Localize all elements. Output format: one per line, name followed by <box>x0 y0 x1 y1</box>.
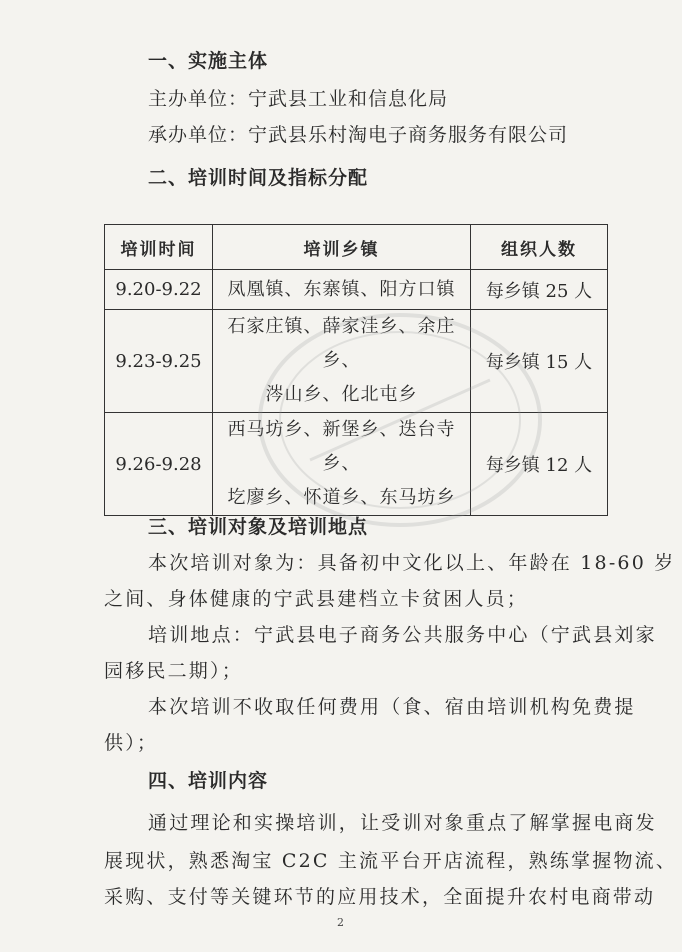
header-count: 组织人数 <box>471 225 608 270</box>
paragraph-line: 之间、身体健康的宁武县建档立卡贫困人员； <box>104 588 529 610</box>
row-towns <box>213 413 471 516</box>
section-2-title: 二、培训时间及指标分配 <box>148 167 369 189</box>
row-time: 9.26-9.28 <box>105 413 213 516</box>
organizer-line: 主办单位：宁武县工业和信息化局 <box>148 88 449 110</box>
paragraph-line: 本次培训不收取任何费用（食、宿由培训机构免费提 <box>148 696 636 718</box>
page-number: 2 <box>337 916 344 929</box>
table-row <box>105 310 608 413</box>
paragraph-line: 培训地点：宁武县电子商务公共服务中心（宁武县刘家 <box>148 624 657 646</box>
paragraph-line: 通过理论和实操培训，让受训对象重点了解掌握电商发 <box>148 812 657 834</box>
section-4-title: 四、培训内容 <box>148 770 269 792</box>
row-count: 每乡镇 15 人 <box>471 310 608 413</box>
row-time: 9.23-9.25 <box>105 310 213 413</box>
town-line: 石家庄镇、薛家洼乡、余庄乡、 <box>227 316 456 371</box>
section-3-title: 三、培训对象及培训地点 <box>148 516 369 538</box>
row-time: 9.20-9.22 <box>105 270 213 310</box>
paragraph-line: 园移民二期）； <box>104 660 243 682</box>
header-time: 培训时间 <box>105 225 213 270</box>
header-towns: 培训乡镇 <box>213 225 471 270</box>
town-line: 圪廖乡、怀道乡、东马坊乡 <box>227 487 456 508</box>
paragraph-line: 采购、支付等关键环节的应用技术，全面提升农村电商带动 <box>104 886 656 908</box>
table-row <box>105 270 608 310</box>
schedule-table <box>104 224 608 516</box>
town-line: 涔山乡、化北屯乡 <box>265 384 418 405</box>
section-1-title: 一、实施主体 <box>148 50 269 72</box>
paragraph-line: 供）； <box>104 732 159 754</box>
table-header-row <box>105 225 608 270</box>
table-row <box>105 413 608 516</box>
undertaker-line: 承办单位：宁武县乐村淘电子商务服务有限公司 <box>148 124 569 146</box>
row-count: 每乡镇 12 人 <box>471 413 608 516</box>
paragraph-line: 本次培训对象为：具备初中文化以上、年龄在 18-60 岁 <box>148 552 676 574</box>
paragraph-line: 展现状，熟悉淘宝 C2C 主流平台开店流程，熟练掌握物流、 <box>104 850 678 872</box>
row-towns <box>213 270 471 310</box>
row-count: 每乡镇 25 人 <box>471 270 608 310</box>
town-line: 凤凰镇、东寨镇、阳方口镇 <box>227 278 456 300</box>
town-line: 西马坊乡、新堡乡、迭台寺乡、 <box>227 419 456 474</box>
row-towns <box>213 310 471 413</box>
